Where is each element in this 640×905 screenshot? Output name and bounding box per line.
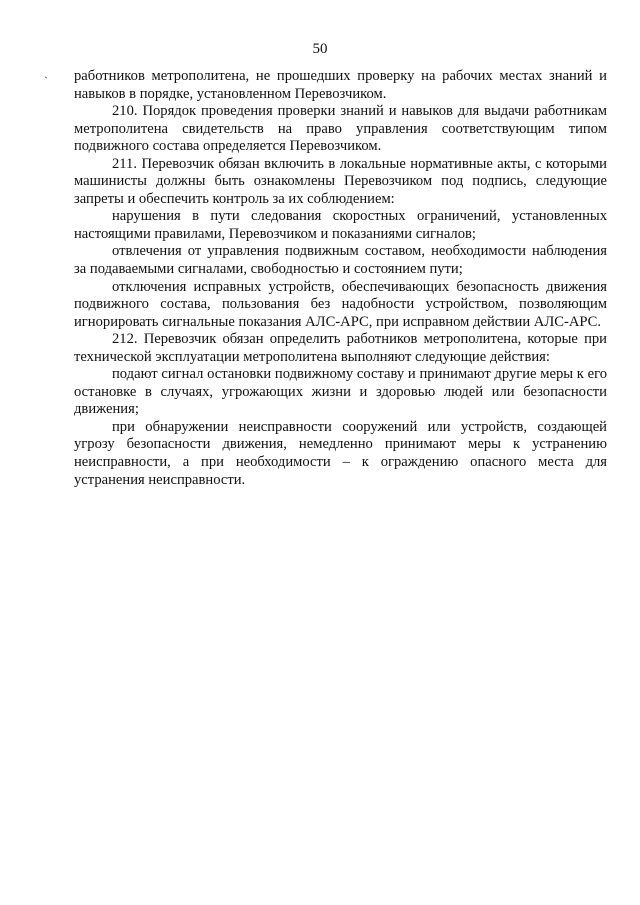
list-item-211-speed [74,208,607,243]
paragraph-number: 210. [112,103,138,120]
list-item-text: отвлечения от управления подвижным составом, необходимости наблюдения за подаваемыми сигналами, свободностью и состоянием пути; [74,243,607,278]
body-text [74,68,607,489]
list-item-212-stop-signal [74,366,607,419]
paragraph-number: 212. [112,331,138,348]
paragraph-continued [74,68,607,103]
paragraph-text: Перевозчик обязан определить работников метрополитена, которые при технической эксплуатации метрополитена выполняют следующие действия: [74,331,607,365]
margin-mark: ` [44,74,48,88]
list-item-211-distraction [74,243,607,278]
paragraph-number: 211. [112,155,137,172]
paragraph-text: Порядок проведения проверки знаний и навыков для выдачи работникам метрополитена свидетельств на право управления соответствующим типом подвижного состава определяется Перевозчиком. [74,103,607,155]
list-item-212-malfunction [74,419,607,489]
list-item-211-devices [74,279,607,332]
list-item-text: нарушения в пути следования скоростных ограничений, установленных настоящими правилами, Перевозчиком и показаниями сигналов; [74,208,607,242]
paragraph-212 [74,331,607,366]
paragraph-211 [74,156,607,209]
paragraph-text: работников метрополитена, не прошедших проверку на рабочих местах знаний и навыков в порядке, установленном Перевозчиком. [74,68,607,102]
list-item-text: подают сигнал остановки подвижному составу и принимают другие меры к его остановке в случаях, угрожающих жизни и здоровью людей или безопасности движения; [74,366,607,418]
list-item-text: отключения исправных устройств, обеспечивающих безопасность движения подвижного состава, пользования без надобности устройством, позволяющим игнорировать сигнальные показания АЛС-АРС, при исправном действии АЛС-АРС. [74,278,607,330]
list-item-text: при обнаружении неисправности сооружений или устройств, создающей угрозу безопасности движения, немедленно принимают меры к устранению неисправности, а при необходимости – к ограждению опасного места для устранения неисправности. [74,418,607,488]
paragraph-210 [74,103,607,156]
paragraph-text: Перевозчик обязан включить в локальные нормативные акты, с которыми машинисты должны быть ознакомлены Перевозчиком под подпись, следующие запреты и обеспечить контроль за их соблюдением: [74,155,607,207]
page-number: 50 [312,41,328,57]
